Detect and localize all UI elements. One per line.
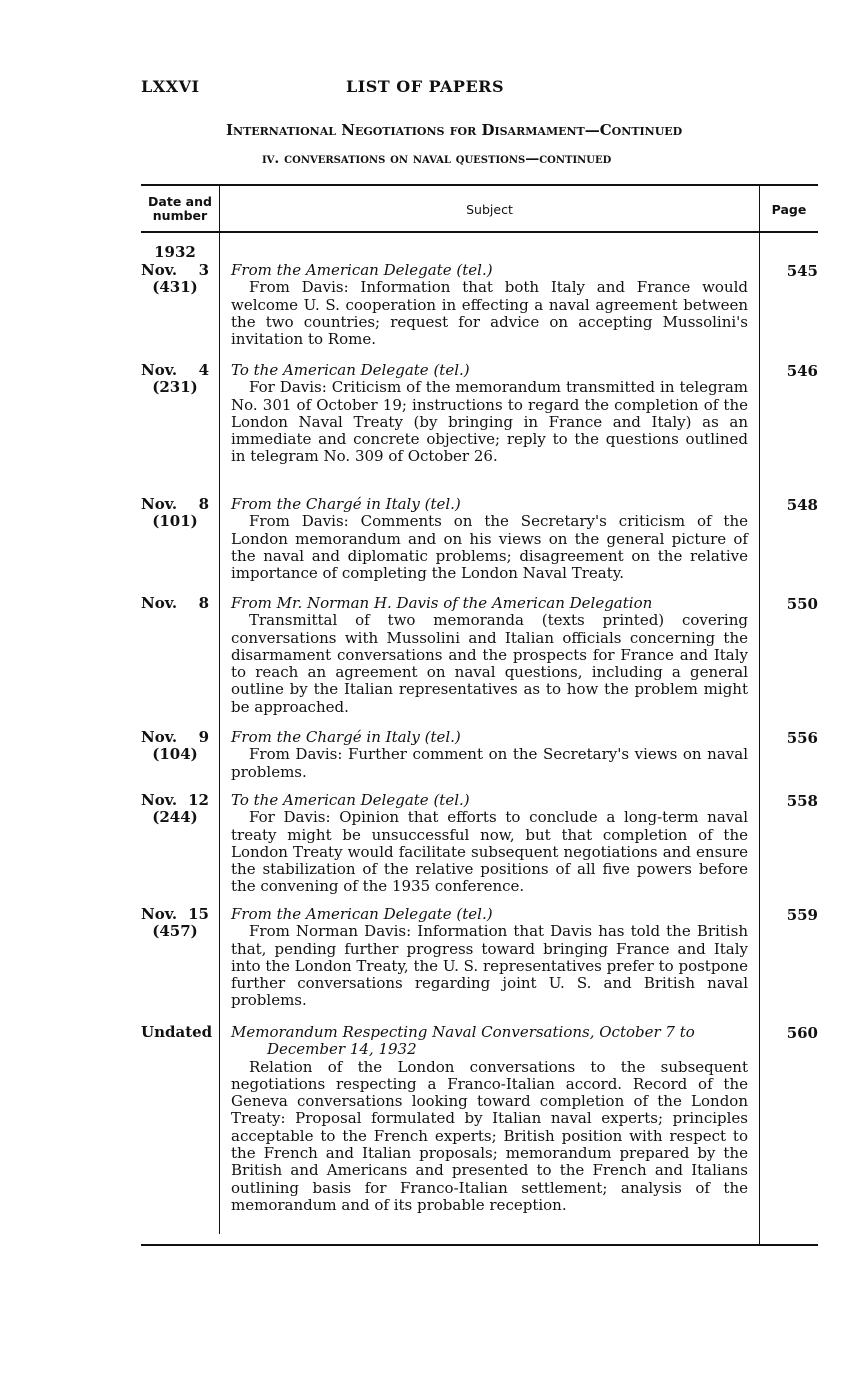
date-cell xyxy=(141,496,209,531)
day: 8 xyxy=(198,594,209,612)
date-cell xyxy=(141,595,209,612)
column-header-page: Page xyxy=(771,202,807,217)
date-cell xyxy=(141,262,209,297)
month: Nov. xyxy=(141,594,178,612)
entry-title: From the Chargé in Italy (tel.) xyxy=(231,728,461,746)
month: Nov. xyxy=(141,261,178,279)
column-divider-left xyxy=(219,186,220,1234)
telegram-number: (104) xyxy=(152,745,198,764)
page-reference: 546 xyxy=(786,362,818,380)
page-number-roman: LXXVI xyxy=(141,77,200,96)
subject-cell xyxy=(231,362,748,466)
day: 4 xyxy=(198,361,209,379)
telegram-number: (431) xyxy=(152,278,198,297)
year-label: 1932 xyxy=(154,243,196,261)
date-cell xyxy=(141,729,209,764)
date-cell xyxy=(141,792,209,827)
entry-body: From Davis: Information that both Italy and France would welcome U. S. cooperation in effecting a naval agreement between the two countries; request for advice on accepting Mussolini's invitation to Rome. xyxy=(231,278,748,349)
month: Nov. xyxy=(141,905,178,923)
day: 8 xyxy=(198,495,209,513)
subject-cell xyxy=(231,792,748,896)
entry-body: From Davis: Comments on the Secretary's criticism of the London memorandum and on his views on the general picture of the naval and diplomatic problems; disagreement on the relative importance of completing the London Naval Treaty. xyxy=(231,512,748,583)
entry-title: From Mr. Norman H. Davis of the American Delegation xyxy=(231,594,653,612)
table-header-rule xyxy=(141,231,818,233)
column-header-subject: Subject xyxy=(466,202,513,217)
entry-title: Memorandum Respecting Naval Conversations, October 7 to xyxy=(231,1023,695,1041)
telegram-number: (101) xyxy=(152,512,198,531)
page-reference: 560 xyxy=(786,1024,818,1042)
page-reference: 556 xyxy=(786,729,818,747)
page-reference: 550 xyxy=(786,595,818,613)
entry-body: For Davis: Criticism of the memorandum transmitted in telegram No. 301 of October 19; instructions to regard the completion of the London Naval Treaty (by bringing in France and Italy) as an immediate and concrete objective; reply to the questions outlined in telegram No. 309 of October 26. xyxy=(231,378,748,466)
entry-title: From the American Delegate (tel.) xyxy=(231,905,493,923)
entry-title: From the Chargé in Italy (tel.) xyxy=(231,495,461,513)
page-reference: 558 xyxy=(786,792,818,810)
entry-body: From Davis: Further comment on the Secretary's views on naval problems. xyxy=(231,745,748,781)
table-bottom-rule xyxy=(141,1244,818,1246)
month: Nov. xyxy=(141,728,178,746)
page-reference: 548 xyxy=(786,496,818,514)
telegram-number: (244) xyxy=(152,808,198,827)
entry-title: To the American Delegate (tel.) xyxy=(231,361,470,379)
entry-body: For Davis: Opinion that efforts to conclude a long-term naval treaty might be unsuccessful now, but that completion of the London Treaty would facilitate subsequent negotiations and ensure the stabilization of the relative positions of all five powers before the convening of the 1935 conference. xyxy=(231,808,748,896)
column-divider-right xyxy=(759,186,760,1244)
month: Nov. xyxy=(141,361,178,379)
column-header-date: Date and number xyxy=(148,194,212,223)
day: 15 xyxy=(188,905,209,923)
section-heading: International Negotiations for Disarmament—Continued xyxy=(226,121,683,139)
subject-cell xyxy=(231,906,748,1010)
entry-title-continuation: December 14, 1932 xyxy=(267,1040,417,1059)
table-top-rule xyxy=(141,184,818,186)
telegram-number: (457) xyxy=(152,922,198,941)
running-title: LIST OF PAPERS xyxy=(346,77,504,96)
subject-cell xyxy=(231,262,748,348)
day: 3 xyxy=(198,261,209,279)
subject-cell xyxy=(231,595,748,716)
entry-body: Relation of the London conversations to the subsequent negotiations respecting a Franco-Italian accord. Record of the Geneva conversations looking toward completion of the London Treaty: Proposal formulated by Italian naval experts; principles acceptable to the French experts; British position with respect to the French and Italian proposals; memorandum prepared by the British and Americans and presented to the French and Italians outlining basis for Franco-Italian settlement; analysis of the memorandum and of its probable reception. xyxy=(231,1057,748,1214)
telegram-number: (231) xyxy=(152,378,198,397)
subject-cell xyxy=(231,729,748,781)
subsection-heading: iv. conversations on naval questions—continued xyxy=(262,151,612,167)
day: 12 xyxy=(188,791,209,809)
month: Nov. xyxy=(141,495,178,513)
date-cell xyxy=(141,1023,213,1041)
subject-cell xyxy=(231,496,748,582)
entry-title: From the American Delegate (tel.) xyxy=(231,261,493,279)
date-cell xyxy=(141,362,209,397)
entry-body: Transmittal of two memoranda (texts printed) covering conversations with Mussolini and Italian officials concerning the disarmament conversations and the prospects for France and Italy to reach an agreement on naval questions, including a general outline by the Italian representatives as to how the problem might be approached. xyxy=(231,611,748,716)
date-cell xyxy=(141,906,209,941)
entry-title: To the American Delegate (tel.) xyxy=(231,791,470,809)
page-reference: 559 xyxy=(786,906,818,924)
subject-cell xyxy=(231,1024,748,1214)
month: Nov. xyxy=(141,791,178,809)
page-reference: 545 xyxy=(786,262,818,280)
month: Undated xyxy=(141,1023,213,1041)
entry-body: From Norman Davis: Information that Davis has told the British that, pending further progress toward bringing France and Italy into the London Treaty, the U. S. representatives prefer to postpone further conversations regarding joint U. S. and British naval problems. xyxy=(231,922,748,1010)
day: 9 xyxy=(198,728,209,746)
